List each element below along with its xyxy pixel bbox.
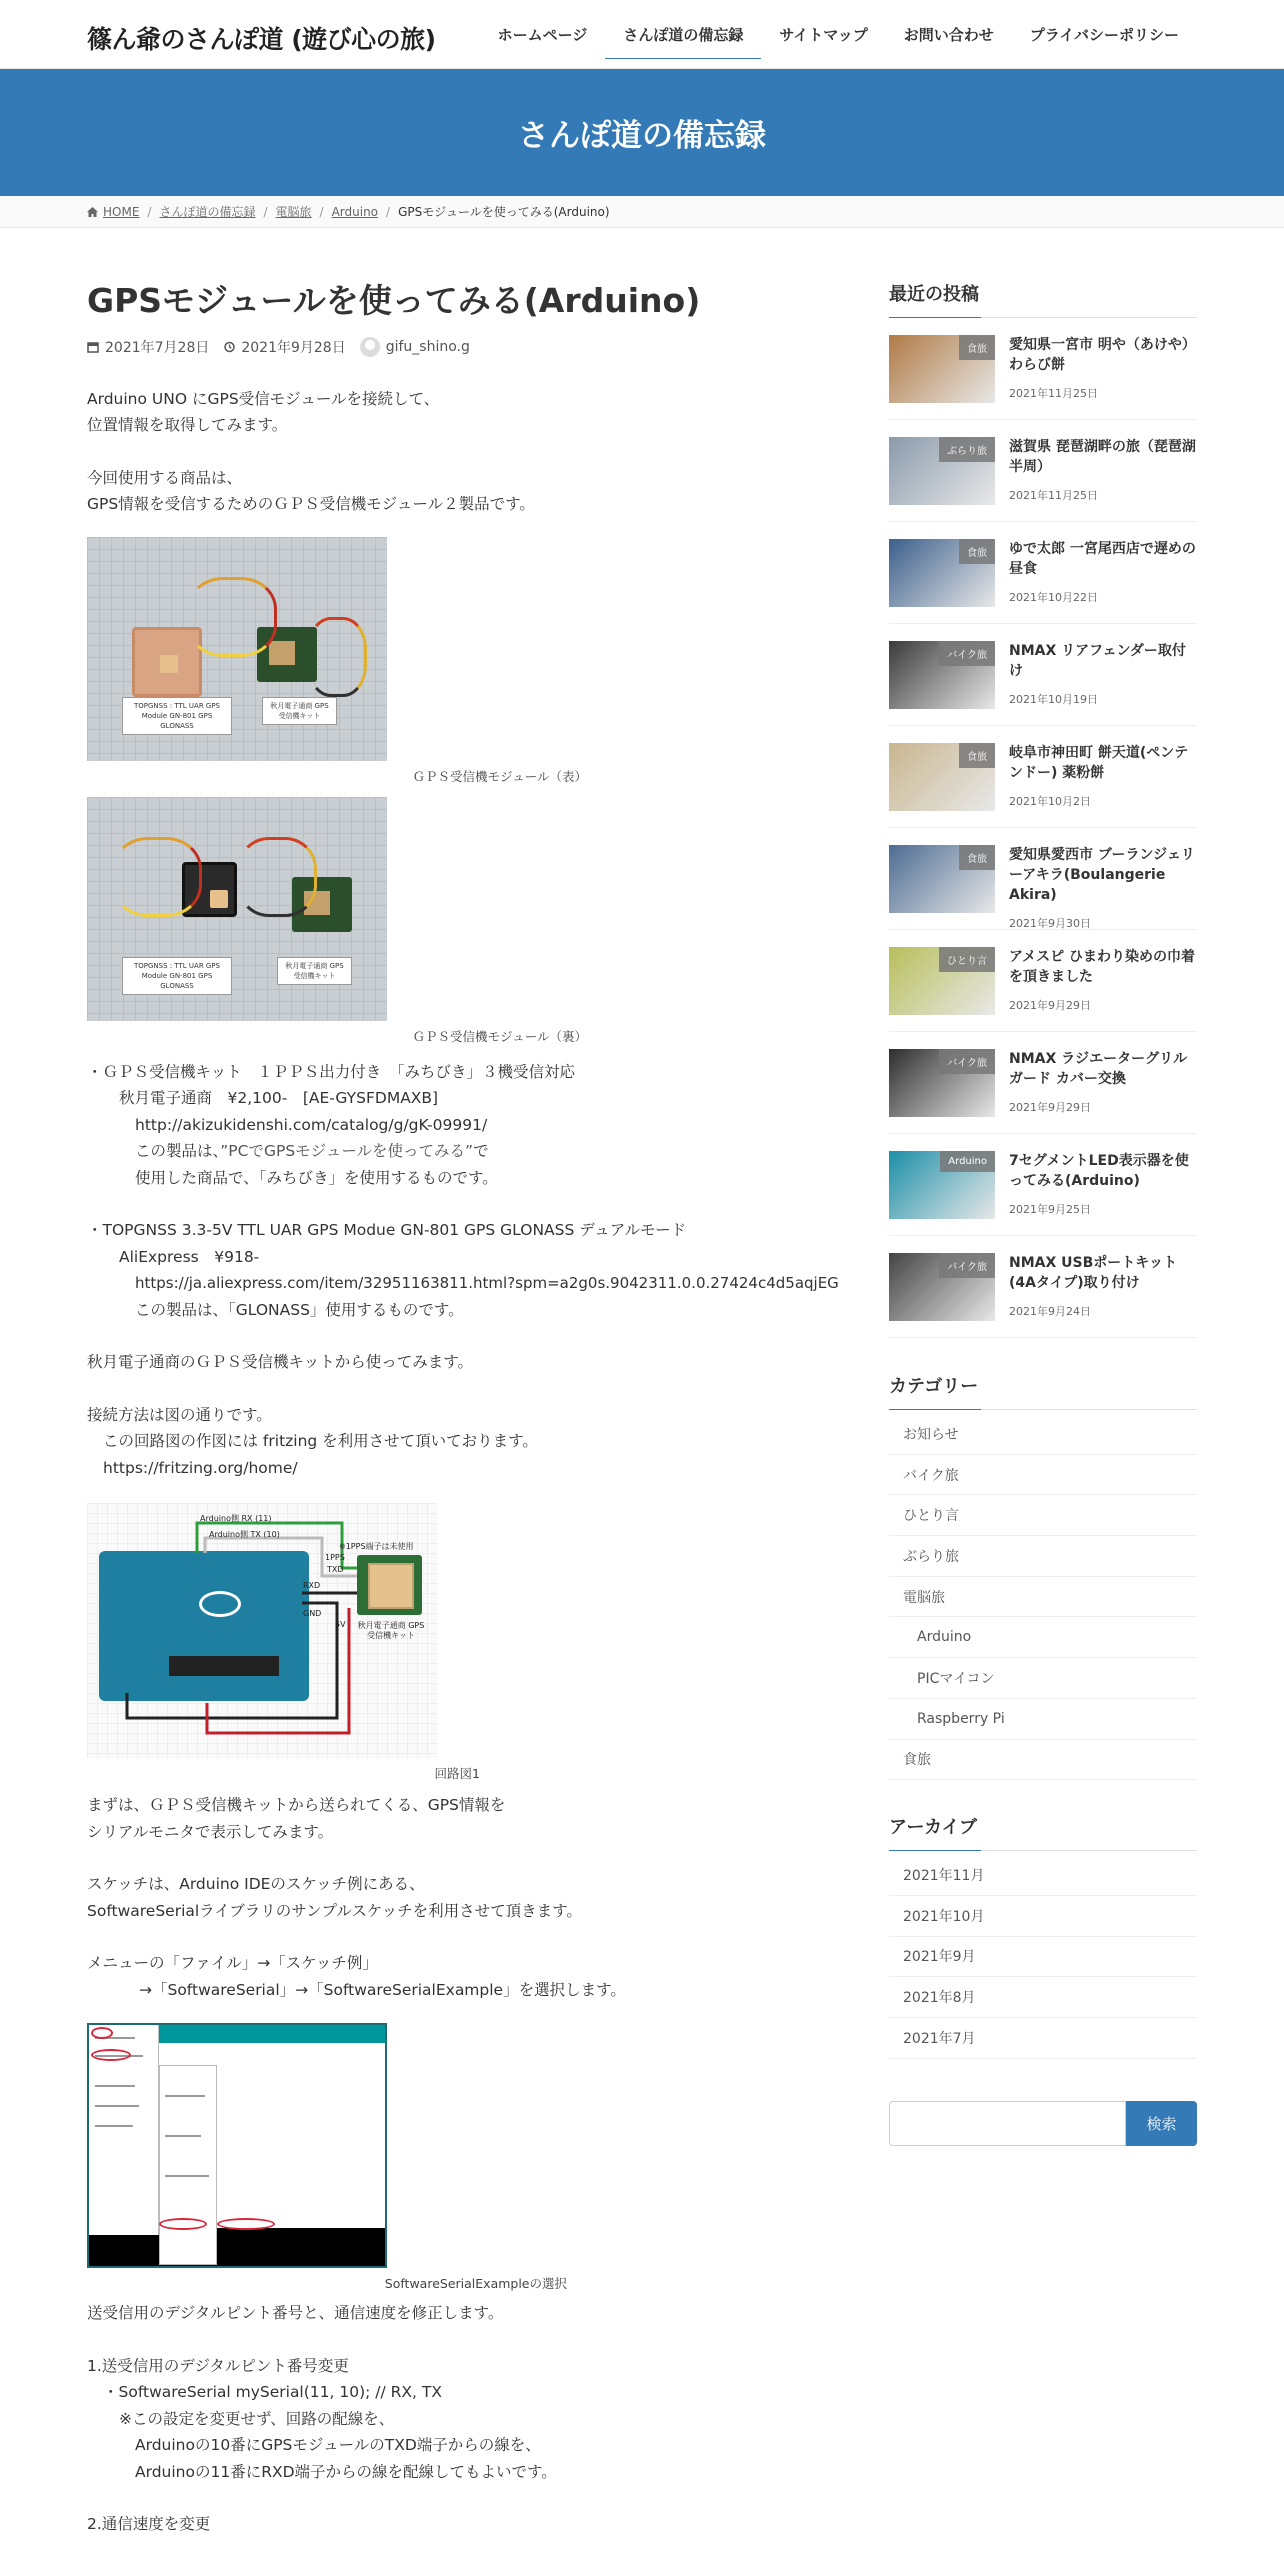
photo-gps-front[interactable] <box>87 537 387 761</box>
post-thumbnail[interactable] <box>889 437 995 505</box>
breadcrumb-separator: / <box>386 204 391 219</box>
article <box>87 280 839 2538</box>
recent-posts-title: 最近の投稿 <box>889 280 1197 318</box>
ide-screenshot-image[interactable] <box>87 2023 387 2268</box>
post-thumbnail[interactable] <box>889 1253 995 1321</box>
paragraph: Arduinoの10番にGPSモジュールのTXD端子からの線を、 <box>135 2436 541 2455</box>
post-thumbnail[interactable] <box>889 539 995 607</box>
nav-sitemap[interactable]: サイトマップ <box>779 26 868 44</box>
paragraph: 送受信用のデジタルピント番号と、通信速度を修正します。 <box>87 2304 504 2323</box>
post-date: 2021年10月22日 <box>1009 591 1098 604</box>
post-date: 2021年11月25日 <box>1009 387 1098 400</box>
ide-menu-line <box>95 2125 133 2127</box>
paragraph: 位置情報を取得してみます。 <box>87 416 288 435</box>
text: で <box>473 1142 489 1161</box>
calendar-icon <box>87 341 99 353</box>
paragraph: この回路図の作図には fritzing を利用させて頂いております。 <box>103 1432 538 1451</box>
paragraph: →「SoftwareSerial」→「SoftwareSerialExample」を選択します。 <box>139 1980 626 1999</box>
breadcrumb-current: GPSモジュールを使ってみる(Arduino) <box>398 205 610 219</box>
nav-home[interactable]: ホームページ <box>497 26 588 44</box>
list-item-detail: 秋月電子通商 ¥2,100- [AE-GYSFDMAXB] <box>119 1089 439 1108</box>
nav-memo[interactable]: さんぽ道の備忘録 <box>605 0 761 69</box>
list-item-detail: AliExpress ¥918- <box>119 1247 260 1266</box>
paragraph: 2.通信速度を変更 <box>87 2515 211 2534</box>
article-title: GPSモジュールを使ってみる(Arduino) <box>87 281 701 320</box>
post-thumbnail[interactable] <box>889 743 995 811</box>
post-thumbnail[interactable] <box>889 335 995 403</box>
photo-label-right: 秋月電子通商 GPS受信機キット <box>277 957 352 985</box>
recent-post-item[interactable] <box>889 930 1197 1032</box>
ide-menu-line <box>165 2095 205 2097</box>
post-title[interactable]: ゆで太郎 一宮尾西店で遅めの昼食 <box>1009 541 1196 577</box>
archive-item[interactable]: 2021年11月 <box>889 1855 1197 1896</box>
recent-post-item[interactable] <box>889 1134 1197 1236</box>
nav-contact[interactable]: お問い合わせ <box>903 26 994 44</box>
post-thumbnail[interactable] <box>889 1049 995 1117</box>
published-date-text: 2021年7月28日 <box>105 339 210 356</box>
post-thumbnail[interactable] <box>889 947 995 1015</box>
pin-label: RXD <box>303 1581 321 1591</box>
figure-caption: 回路図1 <box>434 1766 480 1782</box>
post-date: 2021年9月29日 <box>1009 999 1091 1012</box>
published-date <box>87 337 209 357</box>
home-icon <box>87 207 98 217</box>
photo-gps-back[interactable] <box>87 797 387 1021</box>
category-title: カテゴリー <box>889 1372 1197 1410</box>
ide-menu-line <box>165 2135 201 2137</box>
figure-caption: SoftwareSerialExampleの選択 <box>384 2276 567 2292</box>
author <box>360 337 470 357</box>
post-text <box>1009 947 1197 1017</box>
post-title[interactable]: NMAX ラジエーターグリルガード カバー交換 <box>1009 1051 1188 1087</box>
category-badge: ひとり言 <box>939 947 995 972</box>
article-meta <box>87 337 832 357</box>
post-title[interactable]: 愛知県一宮市 明や（あけや） わらび餅 <box>1009 337 1196 373</box>
post-thumbnail[interactable] <box>889 845 995 913</box>
post-title[interactable]: NMAX リアフェンダー取付け <box>1009 643 1186 679</box>
category-item[interactable]: Raspberry Pi <box>889 1699 1197 1740</box>
category-badge: ぶらり旅 <box>939 437 995 462</box>
paragraph: メニューの「ファイル」→「スケッチ例」 <box>87 1954 378 1973</box>
post-text <box>1009 1049 1197 1119</box>
list-item: ・ＧＰＳ受信機キット １ＰＰＳ出力付き 「みちびき」３機受信対応 <box>87 1062 575 1081</box>
post-text <box>1009 845 1197 930</box>
post-text <box>1009 1151 1197 1221</box>
gps-module-label: 秋月電子通商 GPS受信機キット <box>357 1621 425 1641</box>
post-date: 2021年9月30日 <box>1009 917 1091 930</box>
recent-post-item[interactable] <box>889 726 1197 828</box>
recent-post-item[interactable] <box>889 522 1197 624</box>
page-header <box>0 69 1284 196</box>
breadcrumb-dennou[interactable]: 電脳旅 <box>275 205 312 219</box>
product-url[interactable]: https://ja.aliexpress.com/item/32951163811.html?spm=a2g0s.9042311.0.0.27424c4d5aqjEG <box>135 1274 839 1293</box>
breadcrumb <box>0 196 1284 228</box>
post-text <box>1009 743 1197 813</box>
category-badge: バイク旅 <box>939 1253 995 1278</box>
post-title[interactable]: 7セグメントLED表示器を使ってみる(Arduino) <box>1009 1153 1189 1189</box>
breadcrumb-arduino[interactable]: Arduino <box>331 204 379 219</box>
circuit-label: Arduino側 TX (10) <box>209 1530 280 1540</box>
paragraph: 秋月電子通商のＧＰＳ受信機キットから使ってみます。 <box>87 1353 473 1372</box>
recent-post-item[interactable] <box>889 828 1197 930</box>
figure-ide <box>87 2023 832 2292</box>
post-text <box>1009 1253 1197 1323</box>
category-item[interactable]: 食旅 <box>889 1740 1197 1781</box>
breadcrumb-home[interactable]: HOME <box>103 204 140 219</box>
paragraph: 接続方法は図の通りです。 <box>87 1405 272 1424</box>
category-badge: 食旅 <box>959 845 995 870</box>
post-date: 2021年9月24日 <box>1009 1305 1091 1318</box>
category-badge: バイク旅 <box>939 1049 995 1074</box>
post-thumbnail[interactable] <box>889 641 995 709</box>
recent-posts-list <box>889 318 1197 1338</box>
wire-image <box>187 577 277 657</box>
category-item[interactable]: 電脳旅 <box>889 1577 1197 1618</box>
post-text <box>1009 539 1197 609</box>
history-icon <box>223 341 235 353</box>
ide-menu-line <box>165 2175 209 2177</box>
author-name[interactable]: gifu_shino.g <box>385 338 470 355</box>
photo-label-right: 秋月電子通商 GPS受信機キット <box>262 697 337 725</box>
breadcrumb-memo[interactable]: さんぽ道の備忘録 <box>159 205 256 219</box>
post-title[interactable]: アメスピ ひまわり染めの巾着を頂きました <box>1009 949 1196 985</box>
photo-label-left: TOPGNSS : TTL UAR GPS Module GN-801 GPS GLONASS <box>122 697 232 735</box>
ide-menu-line <box>95 2105 139 2107</box>
category-badge: バイク旅 <box>939 641 995 666</box>
breadcrumb-separator: / <box>319 204 324 219</box>
page-header-title: さんぽ道の備忘録 <box>518 118 766 154</box>
category-item[interactable]: お知らせ <box>889 1414 1197 1455</box>
paragraph: 今回使用する商品は、 <box>87 468 243 487</box>
figure-caption: ＧＰＳ受信機モジュール（表） <box>412 768 587 784</box>
category-list <box>889 1414 1197 1780</box>
category-item[interactable]: Arduino <box>889 1617 1197 1658</box>
breadcrumb-separator: / <box>147 204 152 219</box>
related-post-link[interactable]: ”PCでGPSモジュールを使ってみる” <box>220 1142 474 1161</box>
paragraph: まずは、ＧＰＳ受信機キットから送られてくる、GPS情報を <box>87 1796 506 1815</box>
paragraph: スケッチは、Arduino IDEのスケッチ例にある、 <box>87 1875 425 1894</box>
category-item[interactable]: バイク旅 <box>889 1455 1197 1496</box>
category-item[interactable]: PICマイコン <box>889 1658 1197 1699</box>
photo-label-left: TOPGNSS : TTL UAR GPS Module GN-801 GPS GLONASS <box>122 957 232 995</box>
post-title[interactable]: 岐阜市神田町 餅天道(ペンテンドー) 薬粉餅 <box>1009 745 1189 781</box>
category-item[interactable]: ひとり言 <box>889 1495 1197 1536</box>
archive-item[interactable]: 2021年7月 <box>889 2018 1197 2059</box>
pin-label: TXD <box>327 1565 344 1575</box>
post-title[interactable]: NMAX USBポートキット(4Aタイプ)取り付け <box>1009 1255 1177 1291</box>
wire-image <box>112 837 202 917</box>
updated-date-text: 2021年9月28日 <box>241 339 346 356</box>
sidebar <box>889 280 1197 2146</box>
figure-caption: ＧＰＳ受信機モジュール（裏） <box>412 1028 587 1044</box>
wire-image <box>307 617 367 697</box>
paragraph: 1.送受信用のデジタルピント番号変更 <box>87 2356 349 2375</box>
post-thumbnail[interactable] <box>889 1151 995 1219</box>
circuit-label: Arduino側 RX (11) <box>200 1514 272 1524</box>
paragraph: SoftwareSerialライブラリのサンプルスケッチを利用させて頂きます。 <box>87 1901 582 1920</box>
avatar <box>360 337 380 357</box>
recent-post-item[interactable] <box>889 1032 1197 1134</box>
paragraph: シリアルモニタで表示してみます。 <box>87 1822 334 1841</box>
updated-date <box>223 337 345 357</box>
post-text <box>1009 641 1197 711</box>
paragraph: GPS情報を受信するためのＧＰＳ受信機モジュール２製品です。 <box>87 495 535 514</box>
list-item-detail: 使用した商品で、「みちびき」を使用するものです。 <box>135 1168 498 1187</box>
post-date: 2021年9月25日 <box>1009 1203 1091 1216</box>
post-date: 2021年9月29日 <box>1009 1101 1091 1114</box>
paragraph: Arduino UNO にGPS受信モジュールを接続して、 <box>87 389 440 408</box>
recent-post-item[interactable] <box>889 318 1197 420</box>
pin-label: GND <box>303 1609 322 1619</box>
search-button[interactable]: 検索 <box>1126 2101 1197 2146</box>
archive-item[interactable]: 2021年10月 <box>889 1896 1197 1937</box>
post-text <box>1009 437 1197 507</box>
post-date: 2021年10月2日 <box>1009 795 1091 808</box>
recent-post-item[interactable] <box>889 1236 1197 1338</box>
paragraph: ※この設定を変更せず、回路の配線を、 <box>119 2409 395 2428</box>
ide-menu-line <box>95 2085 135 2087</box>
category-badge: 食旅 <box>959 743 995 768</box>
figure-circuit <box>87 1503 832 1782</box>
category-item[interactable]: ぶらり旅 <box>889 1536 1197 1577</box>
wire-image <box>237 837 317 917</box>
recent-post-item[interactable] <box>889 420 1197 522</box>
nav-privacy[interactable]: プライバシーポリシー <box>1029 26 1179 44</box>
category-badge: 食旅 <box>959 335 995 360</box>
post-date: 2021年11月25日 <box>1009 489 1098 502</box>
post-title[interactable]: 滋賀県 琵琶湖畔の旅（琵琶湖半周） <box>1009 439 1196 475</box>
figure-gps-front <box>87 537 832 785</box>
archive-item[interactable]: 2021年8月 <box>889 1977 1197 2018</box>
circuit-diagram-image[interactable] <box>87 1503 437 1758</box>
figure-gps-back <box>87 797 832 1045</box>
breadcrumb-separator: / <box>263 204 268 219</box>
list-item: ・TOPGNSS 3.3-5V TTL UAR GPS Modue GN-801 GPS GLONASS デュアルモード <box>87 1221 687 1240</box>
product-url[interactable]: http://akizukidenshi.com/catalog/g/gK-09991/ <box>135 1115 488 1134</box>
pin-label: 5V <box>335 1620 346 1630</box>
archive-item[interactable]: 2021年9月 <box>889 1937 1197 1978</box>
global-nav <box>480 0 1197 69</box>
post-title[interactable]: 愛知県愛西市 ブーランジェリーアキラ(Boulangerie Akira) <box>1009 847 1195 903</box>
circuit-label: ※1PPS端子は未使用 <box>339 1542 414 1552</box>
post-text <box>1009 335 1197 405</box>
category-badge: 食旅 <box>959 539 995 564</box>
archive-title: アーカイブ <box>889 1813 1197 1851</box>
pin-label: 1PPS <box>325 1553 345 1563</box>
site-header <box>0 0 1284 69</box>
search-input[interactable] <box>889 2101 1126 2146</box>
category-badge: Arduino <box>940 1151 995 1172</box>
search-form <box>889 2101 1197 2146</box>
paragraph: Arduinoの11番にRXD端子からの線を配線してもよいです。 <box>135 2462 557 2481</box>
list-item-detail <box>87 1138 832 1165</box>
list-item-detail: この製品は、「GLONASS」使用するものです。 <box>135 1300 464 1319</box>
post-date: 2021年10月19日 <box>1009 693 1098 706</box>
paragraph: ・SoftwareSerial mySerial(11, 10); // RX, TX <box>103 2383 442 2402</box>
text: この製品は、 <box>135 1142 221 1161</box>
archive-list <box>889 1855 1197 2058</box>
site-title[interactable]: 篠ん爺のさんぽ道 (遊び心の旅) <box>87 25 436 54</box>
fritzing-url[interactable]: https://fritzing.org/home/ <box>103 1458 298 1477</box>
recent-post-item[interactable] <box>889 624 1197 726</box>
